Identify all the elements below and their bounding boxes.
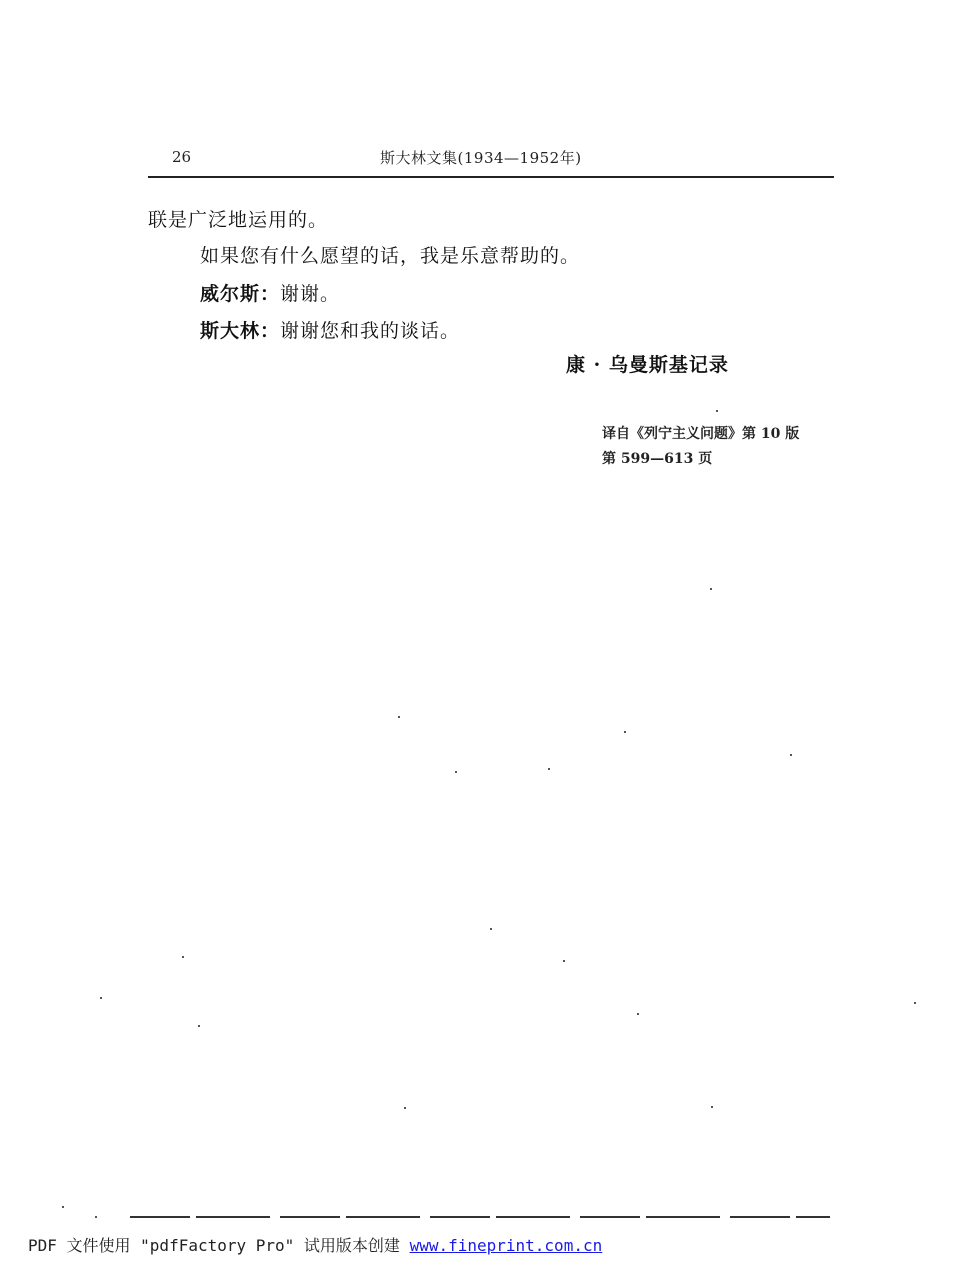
scan-speck	[95, 1216, 97, 1218]
footer-rule	[130, 1216, 830, 1218]
pdf-footer	[28, 1233, 602, 1256]
footer-label: PDF 文件使用 "pdfFactory Pro" 试用版本创建	[28, 1236, 410, 1255]
scan-speck	[490, 928, 492, 930]
source-line: 译自《列宁主义问题》第 10 版	[602, 426, 800, 442]
page-number: 26	[172, 148, 192, 166]
speaker-name: 威尔斯：	[200, 283, 281, 305]
speech-text: 谢谢您和我的谈话。	[280, 320, 461, 342]
source-line: 第 599—613 页	[602, 451, 713, 467]
scan-speck	[914, 1002, 916, 1004]
dialogue-line	[200, 279, 340, 306]
scan-speck	[455, 771, 457, 773]
scan-speck	[716, 410, 718, 412]
footer-link[interactable]: www.fineprint.com.cn	[409, 1236, 603, 1255]
body-line: 联是广泛地运用的。	[148, 209, 329, 231]
scan-speck	[624, 731, 626, 733]
scan-speck	[62, 1206, 64, 1208]
scan-speck	[404, 1107, 406, 1109]
scan-speck	[182, 956, 184, 958]
scan-speck	[710, 588, 712, 590]
dialogue-line	[200, 316, 460, 343]
running-title: 斯大林文集(1934—1952年)	[380, 149, 582, 167]
scan-speck	[548, 768, 550, 770]
scan-speck	[398, 716, 400, 718]
body-line: 如果您有什么愿望的话，我是乐意帮助的。	[200, 245, 581, 267]
scan-speck	[198, 1025, 200, 1027]
header-rule	[148, 176, 834, 178]
recorder-signature: 康 · 乌曼斯基记录	[566, 354, 729, 376]
scan-speck	[100, 997, 102, 999]
scan-speck	[637, 1013, 639, 1015]
speaker-name: 斯大林：	[200, 320, 281, 342]
scan-speck	[563, 960, 565, 962]
scan-speck	[790, 754, 792, 756]
scan-speck	[711, 1106, 713, 1108]
speech-text: 谢谢。	[280, 283, 341, 305]
